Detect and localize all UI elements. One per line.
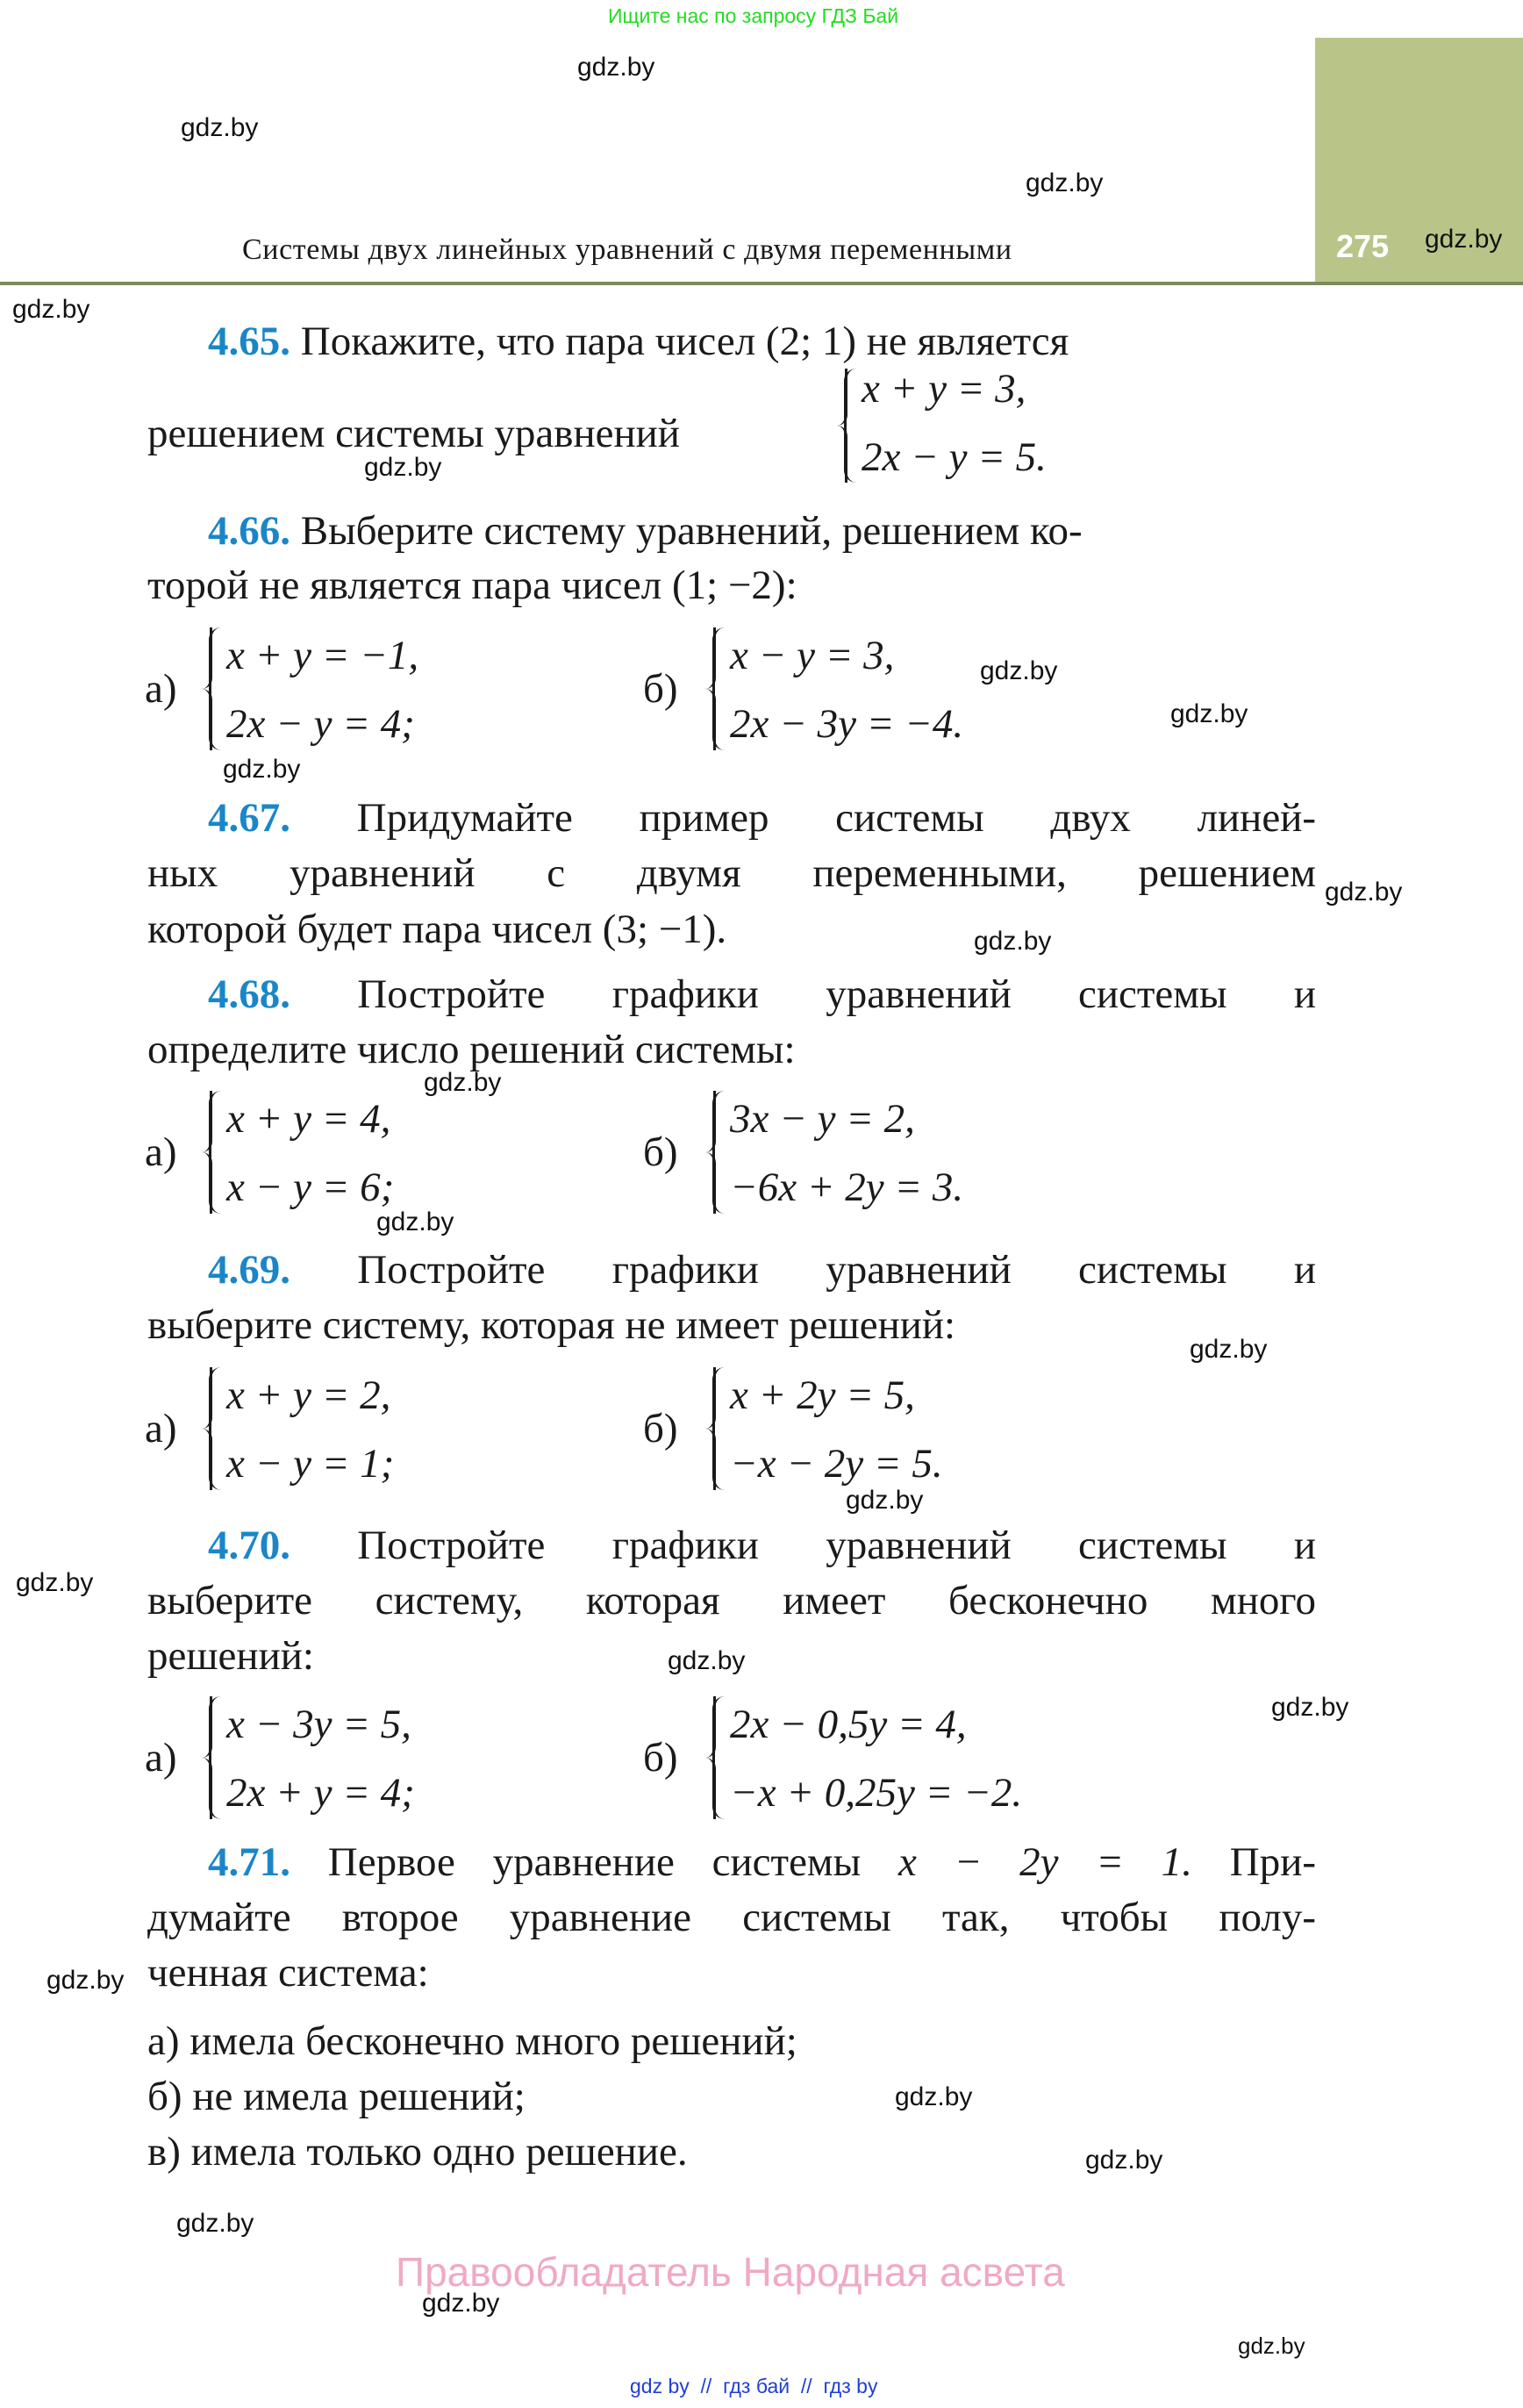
equation (730, 1096, 915, 1142)
exercise-4-66-line2: торой не является пара чисел (1; −2): (147, 563, 797, 608)
exercise-text: Выберите систему уравнений, решением ко- (300, 508, 1083, 554)
watermark: gdz.by (223, 755, 301, 784)
list-item: в) имела только одно решение. (147, 2129, 688, 2175)
equation-text: 3x − y = 2, (730, 1096, 915, 1142)
list-item: б) не имела решений; (147, 2074, 526, 2119)
exercise-4-67-line2: ных уравнений с двумя переменными, решением (147, 850, 1316, 896)
equation-text: 2x − y = 4; (226, 701, 415, 747)
exercise-number: 4.68. (208, 971, 290, 1017)
equation (226, 701, 415, 747)
exercise-text: Постройте графики уравнений системы и (357, 1523, 1317, 1568)
equation (730, 1704, 967, 1745)
watermark: gdz.by (181, 113, 259, 142)
exercise-4-71-line1 (208, 1839, 1317, 1885)
watermark: gdz.by (46, 1966, 125, 1995)
watermark: gdz.by (846, 1486, 924, 1515)
watermark: gdz.by (422, 2289, 500, 2318)
watermark: gdz.by (974, 927, 1052, 956)
exercise-number: 4.71. (208, 1839, 290, 1885)
option-a-label: а) (145, 1735, 177, 1781)
option-b-label: б) (643, 1735, 678, 1781)
equation (730, 635, 894, 677)
page-number: 275 (1336, 228, 1390, 264)
equation (730, 1167, 963, 1208)
exercise-4-69-line2: выберите систему, которая не имеет решений: (147, 1302, 956, 1348)
equation-text: x − y = 1; (226, 1441, 395, 1487)
system-brace (712, 1091, 727, 1214)
equation-text: x + 2y = 5, (730, 1372, 915, 1418)
watermark: gdz.by (176, 2209, 254, 2238)
option-b-label: б) (643, 1129, 678, 1175)
system-brace (712, 1367, 727, 1490)
system-brace (844, 369, 859, 483)
exercise-4-69-line1 (208, 1247, 1317, 1293)
equation (862, 434, 1047, 480)
system-brace (209, 1696, 224, 1819)
equation (730, 701, 964, 747)
system-brace (209, 1367, 224, 1490)
equation (862, 366, 1026, 412)
equation-text: x − y = 3, (730, 633, 895, 678)
exercise-number: 4.70. (208, 1523, 290, 1568)
exercise-4-67-line3: которой будет пара чисел (3; −1). (147, 907, 727, 952)
equation-text: x − 3y = 5, (226, 1702, 411, 1747)
option-b-label: б) (643, 666, 678, 712)
exercise-text: Придумайте пример системы двух линей- (356, 795, 1316, 841)
exercise-text: При- (1229, 1839, 1317, 1885)
exercise-4-66-line1 (208, 508, 1083, 554)
equation-text: −x + 0,25y = −2. (730, 1770, 1023, 1816)
exercise-text: Постройте графики уравнений системы и (357, 1247, 1317, 1293)
equation-text: 2x + y = 4; (226, 1770, 415, 1816)
watermark: gdz.by (1026, 168, 1104, 197)
header-rule (0, 282, 1523, 285)
equation-text: 2x − 3y = −4. (730, 701, 964, 747)
exercise-number: 4.69. (208, 1247, 290, 1293)
watermark: gdz.by (1325, 878, 1403, 907)
watermark: gdz.by (1170, 699, 1248, 728)
equation-text: 2x − 0,5y = 4, (730, 1702, 967, 1747)
exercise-4-70-line1 (208, 1525, 1316, 1566)
watermark: gdz.by (424, 1068, 502, 1097)
exercise-text: Покажите, что пара чисел (2; 1) не является (300, 319, 1069, 364)
exercise-4-70-line3: решений: (147, 1633, 314, 1679)
watermark: gdz.by (668, 1646, 746, 1675)
watermark: gdz.by (376, 1208, 454, 1236)
equation-text: x − y = 6; (226, 1165, 395, 1210)
exercise-4-68-line1 (208, 971, 1317, 1017)
footer-links[interactable]: gdz by // гдз бай // гдз by (630, 2375, 878, 2397)
system-brace (209, 1091, 224, 1214)
option-b-label: б) (643, 1406, 678, 1451)
exercise-4-70-line2: выберите систему, которая имеет бесконечно много (147, 1578, 1316, 1623)
equation (226, 1372, 391, 1418)
equation-text: −6x + 2y = 3. (730, 1165, 964, 1210)
watermark: gdz.by (1190, 1335, 1268, 1364)
equation (226, 1704, 411, 1745)
system-brace (712, 627, 727, 750)
copyright-notice: Правообладатель Народная асвета (396, 2249, 1065, 2295)
watermark: gdz.by (895, 2082, 973, 2111)
equation-text: x + y = −1, (226, 633, 419, 678)
equation-text: x + y = 2, (226, 1372, 391, 1418)
watermark: gdz.by (1238, 2333, 1305, 2359)
system-brace (712, 1696, 727, 1819)
exercise-text: Постройте графики уравнений системы и (357, 971, 1317, 1017)
exercise-4-65-line2: решением системы уравнений (147, 411, 680, 456)
option-a-label: а) (145, 1406, 177, 1451)
option-a-label: а) (145, 666, 177, 712)
equation-text: −x − 2y = 5. (730, 1441, 943, 1487)
equation-text: x + y = 4, (226, 1096, 391, 1142)
running-head-title: Системы двух линейных уравнений с двумя переменными (242, 233, 1012, 266)
watermark: gdz.by (577, 53, 655, 82)
equation (730, 1372, 915, 1418)
option-a-label: а) (145, 1129, 177, 1175)
equation (730, 1441, 943, 1487)
exercise-text: Первое уравнение системы (327, 1839, 862, 1885)
watermark: gdz.by (12, 295, 90, 324)
watermark: gdz.by (364, 453, 442, 482)
exercise-4-71-line3: ченная система: (147, 1950, 429, 1996)
list-item: а) имела бесконечно много решений; (147, 2018, 797, 2064)
equation (226, 635, 418, 677)
exercise-number: 4.66. (208, 508, 290, 554)
equation (226, 1167, 394, 1208)
exercise-4-68-line2: определите число решений системы: (147, 1027, 796, 1072)
system-brace (209, 627, 224, 750)
exercise-4-65-line1 (208, 321, 1069, 362)
exercise-number: 4.65. (208, 319, 290, 364)
equation-text: 2x − y = 5. (862, 434, 1047, 480)
equation (226, 1770, 415, 1816)
watermark: gdz.by (1271, 1693, 1349, 1722)
equation-text: x + y = 3, (862, 366, 1026, 412)
equation (226, 1441, 395, 1487)
exercise-number: 4.67. (208, 795, 290, 841)
equation (226, 1096, 391, 1142)
watermark: gdz.by (980, 656, 1058, 685)
watermark: gdz.by (1425, 225, 1503, 254)
exercise-4-71-line2: думайте второе уравнение системы так, чтобы полу- (147, 1895, 1316, 1940)
watermark: gdz.by (16, 1568, 94, 1597)
equation (730, 1770, 1023, 1816)
inline-equation: x − 2y = 1. (898, 1839, 1193, 1885)
exercise-4-67-line1 (208, 795, 1316, 841)
top-banner-text: Ищите нас по запросу ГДЗ Бай (608, 4, 899, 27)
watermark: gdz.by (1085, 2146, 1163, 2175)
